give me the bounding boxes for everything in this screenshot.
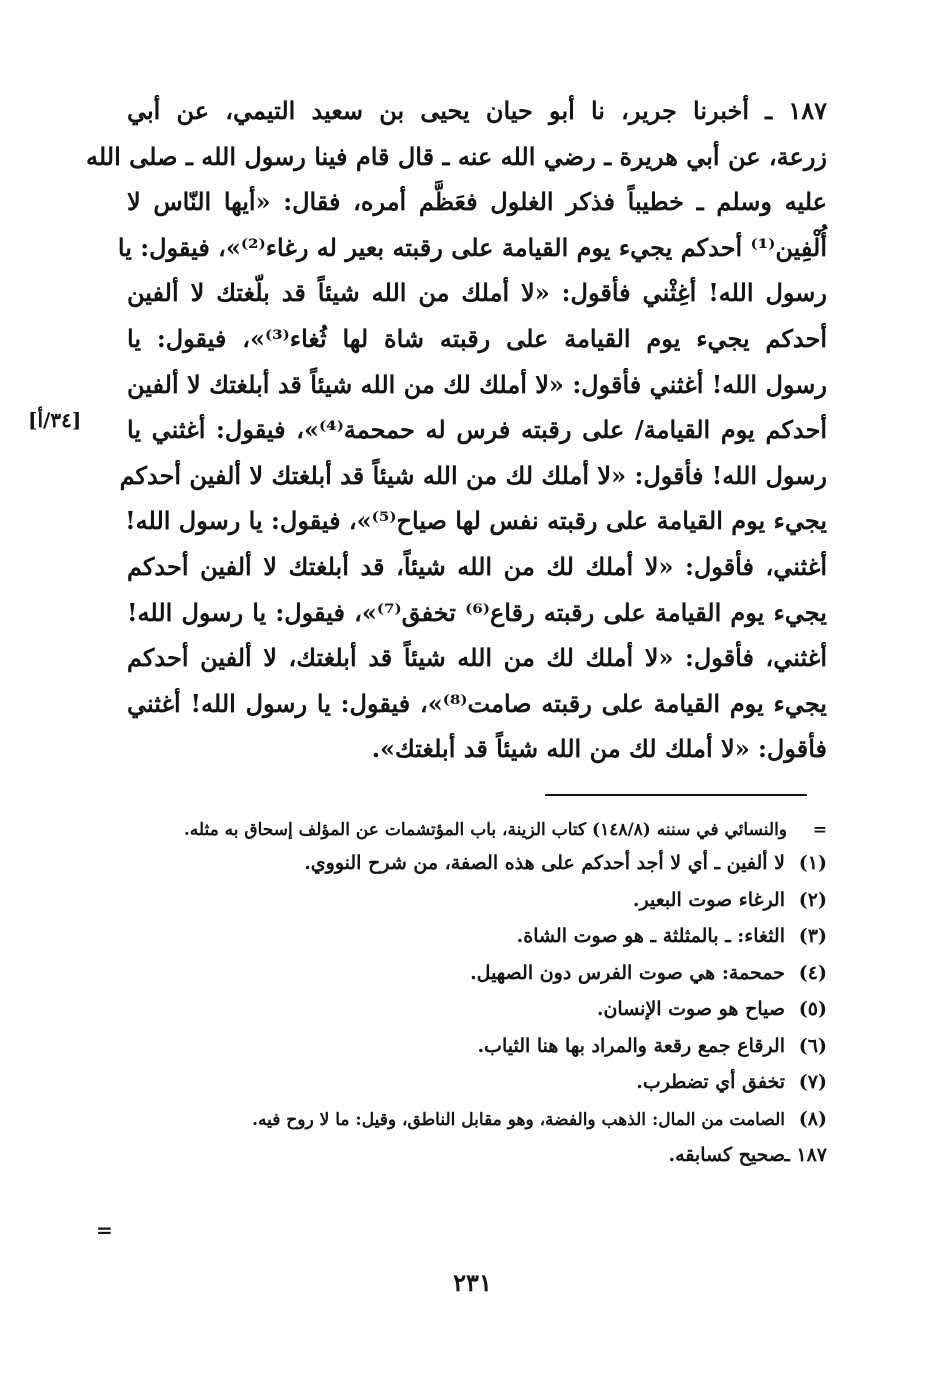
footnote-item xyxy=(127,1101,827,1138)
footnote-item xyxy=(127,882,827,919)
footnote-text: تخفق أي تضطرب. xyxy=(636,1071,785,1093)
footnote-text: الثغاء: ـ بالمثلثة ـ هو صوت الشاة. xyxy=(516,925,785,947)
body-line: يجيء يوم القيامة على رقبته صامت⁽⁸⁾»، فيقول: يا رسول الله! أغثني xyxy=(127,688,827,718)
footnote-text: الرقاع جمع رقعة والمراد بها هنا الثياب. xyxy=(477,1034,785,1057)
hadith-grading xyxy=(127,1137,827,1174)
footnote-text: صياح هو صوت الإنسان. xyxy=(596,998,785,1020)
footnote-separator xyxy=(545,794,807,796)
body-line: ١٨٧ ـ أخبرنا جرير، نا أبو حيان يحيى بن سعيد التيمي، عن أبي xyxy=(127,96,827,125)
body-line: أحدكم يوم القيامة/ على رقبته فرس له حمحمة⁽⁴⁾»، فيقول: أغثني يا xyxy=(127,415,827,445)
continued-marker: = xyxy=(96,1218,113,1242)
body-line: عليه وسلم ـ خطيباً فذكر الغلول فعَظَّم أمره، فقال: «أيها النّاس لا xyxy=(127,187,827,217)
body-line: أُلْفِين⁽¹⁾ أحدكم يجيء يوم القيامة على رقبته بعير له رغاء⁽²⁾»، فيقول: يا xyxy=(117,232,827,262)
footnote-item xyxy=(127,955,827,992)
footnote-text: حمحمة: هي صوت الفرس دون الصهيل. xyxy=(470,961,785,984)
body-line: أغثني، فأقول: «لا أملك لك من الله شيئاً، قد أبلغتك لا ألفين أحدكم xyxy=(127,551,827,581)
footnote-text: الرغاء صوت البعير. xyxy=(632,888,785,911)
body-line: فأقول: «لا أملك لك من الله شيئاً قد أبلغتك». xyxy=(371,734,827,764)
hadith-body xyxy=(85,88,828,772)
footnote-item xyxy=(127,845,827,882)
footnote-item xyxy=(127,991,827,1028)
footnote-number: (٧) xyxy=(798,1071,827,1093)
footnote-text: لا ألفين ـ أي لا أجد أحدكم على هذه الصفة، من شرح النووي. xyxy=(304,852,785,874)
footnote-item xyxy=(127,918,827,955)
footnote-number: (٤) xyxy=(798,961,827,984)
footnote-item xyxy=(127,1064,827,1101)
footnote-number: (٥) xyxy=(798,998,827,1020)
hadith-number: ١٨٧ ـ xyxy=(784,1144,827,1166)
footnote-item xyxy=(127,1028,827,1065)
body-line: أحدكم يجيء يوم القيامة على رقبته شاة لها ثُغاء⁽³⁾»، فيقول: يا xyxy=(127,323,828,353)
grading-text: صحيح كسابقه. xyxy=(668,1144,785,1166)
footnote-number: (٣) xyxy=(798,925,827,947)
continuation-text: والنسائي في سننه (١٤٨/٨) كتاب الزينة، باب المؤتشمات عن المؤلف إسحاق به مثله. xyxy=(183,820,787,840)
body-line: أغثني، فأقول: «لا أملك لك من الله شيئاً قد أبلغتك، لا ألفين أحدكم xyxy=(127,643,827,673)
body-line: يجيء يوم القيامة على رقبته رقاع⁽⁶⁾ تخفق⁽⁷⁾»، فيقول: يا رسول الله! xyxy=(127,597,827,627)
body-line: رسول الله! أغثني فأقول: «لا أملك لك من الله شيئاً قد أبلغتك لا ألفين xyxy=(127,369,827,399)
footnote-number: (٨) xyxy=(798,1107,827,1130)
footnote-number: (٢) xyxy=(798,888,827,911)
continuation-marker: = xyxy=(812,820,827,840)
manuscript-folio-reference: [٣٤/أ] xyxy=(28,408,82,432)
footnotes-section xyxy=(127,815,827,1174)
footnote-number: (١) xyxy=(798,852,827,874)
body-line: زرعة، عن أبي هريرة ـ رضي الله عنه ـ قال قام فينا رسول الله ـ صلى الله xyxy=(85,141,827,171)
page-number: ٢٣١ xyxy=(453,1268,492,1297)
body-line: رسول الله! أغِثْني فأقول: «لا أملك من الله شيئاً قد بلّغتك لا ألفين xyxy=(127,278,827,308)
footnote-continuation xyxy=(127,815,827,845)
body-line: رسول الله! فأقول: «لا أملك لك من الله شيئاً قد أبلغتك لا ألفين أحدكم xyxy=(119,460,827,490)
footnote-number: (٦) xyxy=(798,1034,827,1057)
body-line: يجيء يوم القيامة على رقبته نفس لها صياح⁽⁵⁾»، فيقول: يا رسول الله! xyxy=(125,506,827,536)
footnote-text: الصامت من المال: الذهب والفضة، وهو مقابل الناطق، وقيل: ما لا روح فيه. xyxy=(252,1109,785,1130)
